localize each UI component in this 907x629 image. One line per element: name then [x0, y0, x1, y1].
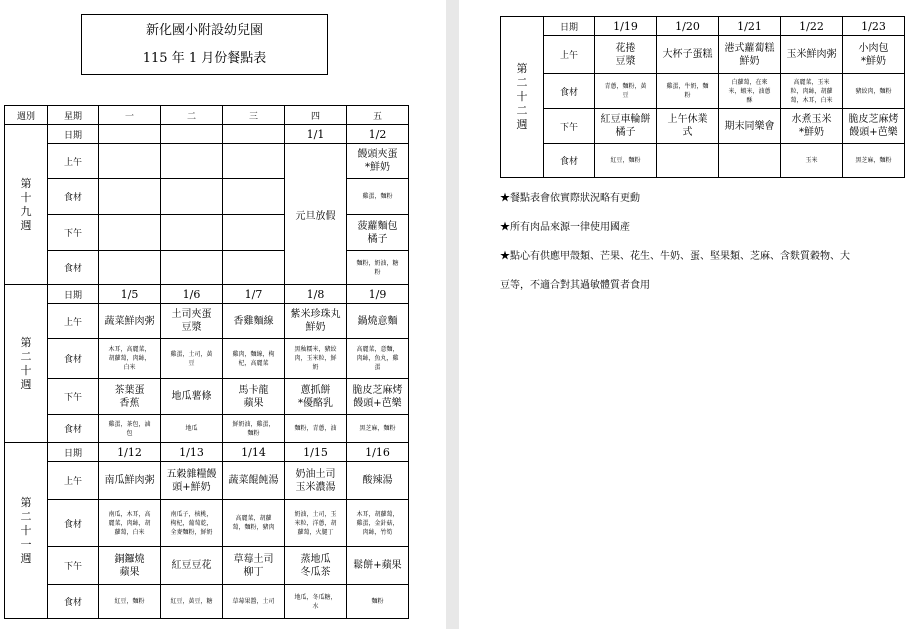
date-cell: 1/22 [781, 17, 843, 36]
morning-snack-cell-text: 大杯子蛋糕 [662, 49, 713, 60]
week-label-text: 第 二 十 一 週 [20, 495, 32, 565]
ingredients-cell-text: 木耳，胡蘿蔔， 雞蛋，金針菇， 肉絲，竹筍 [356, 510, 399, 536]
ingredients-cell [223, 585, 285, 619]
morning-snack-cell [595, 36, 657, 74]
afternoon-snack-cell-text: 蒸地瓜 冬瓜茶 [300, 553, 331, 578]
morning-snack-cell-text: 土司夾蛋 豆漿 [171, 309, 212, 333]
ingredients-cell [161, 585, 223, 619]
afternoon-snack-cell [161, 547, 223, 585]
row-label-date: 日期 [48, 285, 99, 304]
note-line: ★所有肉品來源一律使用國產 [500, 222, 630, 233]
morning-snack-cell [285, 304, 347, 339]
date-cell: 1/9 [347, 285, 409, 304]
row-label-date: 日期 [544, 17, 595, 36]
ingredients-cell [719, 74, 781, 109]
menu-table-left [4, 105, 409, 619]
ingredients-cell [161, 415, 223, 443]
week-label [5, 443, 48, 619]
morning-snack-cell [347, 144, 409, 179]
ingredients-cell-text: 雞肉，麵線，枸 杞，高麗菜 [232, 350, 275, 367]
table-row [5, 179, 409, 215]
table-row [5, 144, 409, 179]
table-row [5, 339, 409, 379]
row-label-morning: 上午 [48, 462, 99, 500]
ingredients-cell [781, 144, 843, 178]
afternoon-snack-cell-text: 脆皮芝麻烤 饅頭+芭樂 [352, 384, 403, 409]
date-cell [161, 125, 223, 144]
date-cell: 1/15 [285, 443, 347, 462]
morning-snack-cell-text: 花捲 豆漿 [615, 42, 636, 67]
row-label-afternoon: 下午 [48, 215, 99, 251]
ingredients-cell-text: 麵粉 [371, 598, 384, 605]
ingredients-cell [285, 585, 347, 619]
ingredients-cell [161, 179, 223, 215]
morning-snack-cell-text: 玉米鮮肉粥 [786, 49, 837, 60]
date-cell: 1/2 [347, 125, 409, 144]
date-cell [223, 125, 285, 144]
ingredients-cell [223, 500, 285, 547]
note-line: 豆等，不適合對其過敏體質者食用 [500, 280, 650, 291]
morning-snack-cell [223, 462, 285, 500]
ingredients-cell-text: 雞蛋，牛奶，麵 粉 [666, 83, 709, 99]
ingredients-cell-text: 雞蛋，土司，黃 豆 [170, 350, 213, 367]
afternoon-snack-cell [719, 109, 781, 144]
ingredients-cell [843, 144, 905, 178]
afternoon-snack-cell [285, 547, 347, 585]
table-row [5, 500, 409, 547]
table-header-row [5, 106, 409, 125]
header-weekday: 星期 [48, 106, 99, 125]
morning-snack-cell [347, 462, 409, 500]
afternoon-snack-cell [285, 379, 347, 415]
ingredients-cell [99, 179, 161, 215]
afternoon-snack-cell-text: 期末同樂會 [724, 120, 775, 132]
date-cell: 1/1 [285, 125, 347, 144]
date-cell: 1/14 [223, 443, 285, 462]
morning-snack-cell-text: 蔬菜餛飩湯 [228, 475, 279, 486]
afternoon-snack-cell-text: 鬆餅+蘋果 [353, 560, 402, 571]
ingredients-cell-text: 鮮奶油，雞蛋， 麵粉 [232, 420, 275, 437]
afternoon-snack-cell-text: 地瓜薯條 [171, 391, 212, 402]
morning-snack-cell-text: 南瓜鮮肉粥 [104, 475, 155, 486]
afternoon-snack-cell [99, 547, 161, 585]
morning-snack-cell-text: 五穀雜糧饅 頭+鮮奶 [166, 468, 217, 493]
ingredients-cell-text: 麵粉，青蔥，油 [294, 425, 337, 432]
school-name: 新化國小附設幼兒園 [145, 23, 263, 38]
week-label-text: 第 二 十 週 [20, 335, 32, 391]
morning-snack-cell [719, 36, 781, 74]
date-cell: 1/19 [595, 17, 657, 36]
afternoon-snack-cell-text: 蔥抓餅 *優酪乳 [298, 384, 333, 409]
ingredients-cell [223, 339, 285, 379]
afternoon-snack-cell-text: 上午休業 式 [667, 114, 708, 138]
afternoon-snack-cell [223, 547, 285, 585]
ingredients-cell-text: 木耳，高麗菜， 胡蘿蔔，肉絲， 白米 [108, 346, 151, 371]
date-cell: 1/23 [843, 17, 905, 36]
afternoon-snack-cell-text: 水煮玉米 *鮮奶 [791, 114, 832, 138]
week-label-text: 第 二 十 二 週 [516, 62, 528, 131]
row-label-afternoon: 下午 [48, 379, 99, 415]
morning-snack-cell [99, 304, 161, 339]
table-row [5, 125, 409, 144]
note-line: ★點心有供應甲殼類、芒果、花生、牛奶、蛋、堅果類、芝麻、含麩質穀物、大 [500, 251, 850, 262]
date-cell: 1/20 [657, 17, 719, 36]
week-label [5, 125, 48, 285]
afternoon-snack-cell [161, 215, 223, 251]
ingredients-cell [347, 251, 409, 285]
ingredients-cell-text: 紅豆，黃豆，糖 [170, 598, 213, 605]
row-label-ingredients: 食材 [544, 74, 595, 109]
ingredients-cell [99, 585, 161, 619]
holiday-cell: 元旦放假 [285, 144, 347, 285]
row-label-morning: 上午 [544, 36, 595, 74]
afternoon-snack-cell-text: 馬卡龍 蘋果 [238, 384, 269, 409]
ingredients-cell-text: 紅豆，麵粉 [114, 598, 145, 605]
afternoon-snack-cell-text: 銅鑼燒 蘋果 [114, 553, 145, 578]
afternoon-snack-cell-text: 紅豆車輪餅 橘子 [600, 114, 651, 138]
header-day: 二 [161, 106, 223, 125]
row-label-morning: 上午 [48, 304, 99, 339]
ingredients-cell [223, 415, 285, 443]
header-week: 週別 [5, 106, 48, 125]
ingredients-cell-text: 地瓜，冬瓜糖， 水 [294, 593, 337, 610]
ingredients-cell [161, 251, 223, 285]
morning-snack-cell-text: 香雞麵線 [233, 315, 274, 327]
table-row [5, 415, 409, 443]
morning-snack-cell [161, 144, 223, 179]
ingredients-cell-text: 高麗菜，胡蘿 蔔，麵粉，豬肉 [232, 515, 275, 531]
ingredients-cell-text: 奶油，土司，玉 米粒，洋蔥，胡 蘿蔔，火腿丁 [294, 510, 337, 536]
table-row [501, 36, 905, 74]
ingredients-cell-text: 紅豆，麵粉 [610, 157, 641, 164]
morning-snack-cell [781, 36, 843, 74]
row-label-afternoon: 下午 [48, 547, 99, 585]
ingredients-cell [347, 415, 409, 443]
table-row [5, 215, 409, 251]
date-cell: 1/12 [99, 443, 161, 462]
ingredients-cell [223, 179, 285, 215]
afternoon-snack-cell-text: 紅豆豆花 [171, 560, 212, 571]
table-row [5, 285, 409, 304]
table-row [501, 144, 905, 178]
ingredients-cell-text: 雞蛋，麵粉 [362, 193, 393, 200]
ingredients-cell [719, 144, 781, 178]
row-label-date: 日期 [48, 125, 99, 144]
date-cell [99, 125, 161, 144]
header-day: 五 [347, 106, 409, 125]
table-row [5, 251, 409, 285]
week-label [5, 285, 48, 443]
morning-snack-cell-text: 小肉包 *鮮奶 [858, 42, 889, 67]
ingredients-cell [347, 179, 409, 215]
ingredients-cell-text: 玉米 [805, 157, 818, 164]
ingredients-cell [347, 585, 409, 619]
ingredients-cell-text: 地瓜 [185, 425, 198, 432]
table-row [5, 443, 409, 462]
menu-title-box [81, 14, 328, 75]
ingredients-cell [161, 500, 223, 547]
header-day: 一 [99, 106, 161, 125]
morning-snack-cell-text: 蔬菜鮮肉粥 [104, 315, 155, 327]
table-row [501, 109, 905, 144]
ingredients-cell-text: 南瓜子，核桃， 枸杞，葡萄乾， 全麥麵粉，鮮奶 [170, 510, 213, 536]
ingredients-cell [285, 415, 347, 443]
ingredients-cell-text: 麵粉，奶油，糖 粉 [356, 259, 399, 276]
morning-snack-cell-text: 港式蘿蔔糕 鮮奶 [724, 42, 775, 67]
ingredients-cell [843, 74, 905, 109]
date-cell: 1/6 [161, 285, 223, 304]
table-row [501, 74, 905, 109]
ingredients-cell-text: 青蔥，麵粉，黃 豆 [604, 83, 647, 99]
menu-table-right [500, 16, 905, 178]
morning-snack-cell [161, 304, 223, 339]
afternoon-snack-cell-text: 脆皮芝麻烤 饅頭+芭樂 [848, 114, 899, 138]
ingredients-cell [657, 144, 719, 178]
morning-snack-cell-text: 酸辣湯 [362, 475, 393, 486]
afternoon-snack-cell [99, 379, 161, 415]
ingredients-cell [657, 74, 719, 109]
table-row [5, 547, 409, 585]
morning-snack-cell [657, 36, 719, 74]
ingredients-cell-text: 草莓果醬，土司 [232, 598, 275, 605]
date-cell: 1/21 [719, 17, 781, 36]
ingredients-cell-text: 雞蛋，茶包，滷 包 [108, 420, 151, 437]
menu-month-title: 115 年 1 月份餐點表 [142, 51, 267, 66]
table-row [501, 17, 905, 36]
afternoon-snack-cell [657, 109, 719, 144]
morning-snack-cell [347, 304, 409, 339]
morning-snack-cell [223, 304, 285, 339]
ingredients-cell-text: 黑芝麻，麵粉 [855, 157, 892, 164]
afternoon-snack-cell [347, 215, 409, 251]
afternoon-snack-cell [595, 109, 657, 144]
row-label-ingredients: 食材 [48, 415, 99, 443]
afternoon-snack-cell [781, 109, 843, 144]
week-label-text: 第 十 九 週 [20, 176, 32, 232]
morning-snack-cell [99, 144, 161, 179]
ingredients-cell [781, 74, 843, 109]
afternoon-snack-cell [161, 379, 223, 415]
ingredients-cell [223, 251, 285, 285]
morning-snack-cell-text: 饅頭夾蛋 *鮮奶 [357, 149, 398, 173]
afternoon-snack-cell [347, 379, 409, 415]
row-label-ingredients: 食材 [48, 251, 99, 285]
table-row [5, 304, 409, 339]
afternoon-snack-cell-text: 菠蘿麵包 橘子 [357, 220, 398, 245]
ingredients-cell [99, 500, 161, 547]
ingredients-cell-text: 黑芝麻，麵粉 [359, 425, 396, 432]
ingredients-cell-text: 高麗菜，玉米 粒，肉絲，胡蘿 蔔，木耳，白米 [790, 78, 833, 104]
row-label-date: 日期 [48, 443, 99, 462]
row-label-ingredients: 食材 [48, 500, 99, 547]
ingredients-cell [347, 500, 409, 547]
morning-snack-cell-text: 奶油土司 玉米濃湯 [295, 468, 336, 493]
left-page [0, 0, 446, 629]
afternoon-snack-cell [223, 215, 285, 251]
afternoon-snack-cell [223, 379, 285, 415]
row-label-ingredients: 食材 [544, 144, 595, 178]
morning-snack-cell [223, 144, 285, 179]
ingredients-cell-text: 豬絞肉，麵粉 [855, 87, 892, 95]
note-line: ★餐點表會依實際狀況略有更動 [500, 193, 640, 204]
ingredients-cell [99, 339, 161, 379]
row-label-ingredients: 食材 [48, 339, 99, 379]
morning-snack-cell [285, 462, 347, 500]
ingredients-cell [595, 144, 657, 178]
ingredients-cell [347, 339, 409, 379]
morning-snack-cell-text: 鍋燒意麵 [357, 315, 398, 327]
ingredients-cell [285, 500, 347, 547]
ingredients-cell-text: 白蘿蔔，在來 米，蝦米，油蔥 酥 [728, 78, 771, 104]
morning-snack-cell [99, 462, 161, 500]
afternoon-snack-cell [99, 215, 161, 251]
morning-snack-cell-text: 紫米珍珠丸 鮮奶 [290, 309, 341, 333]
row-label-morning: 上午 [48, 144, 99, 179]
afternoon-snack-cell [843, 109, 905, 144]
morning-snack-cell [161, 462, 223, 500]
date-cell: 1/5 [99, 285, 161, 304]
morning-snack-cell [843, 36, 905, 74]
row-label-ingredients: 食材 [48, 179, 99, 215]
date-cell: 1/8 [285, 285, 347, 304]
ingredients-cell [285, 339, 347, 379]
afternoon-snack-cell [347, 547, 409, 585]
header-day: 四 [285, 106, 347, 125]
table-row [5, 379, 409, 415]
notes [500, 184, 902, 300]
right-page [459, 0, 907, 629]
date-cell: 1/7 [223, 285, 285, 304]
ingredients-cell-text: 南瓜，木耳，高 麗菜，肉絲，胡 蘿蔔，白米 [108, 510, 151, 536]
week-label [501, 17, 544, 178]
afternoon-snack-cell-text: 草莓土司 柳丁 [233, 553, 274, 578]
afternoon-snack-cell-text: 茶葉蛋 香蕉 [114, 384, 145, 409]
header-day: 三 [223, 106, 285, 125]
ingredients-cell [99, 251, 161, 285]
row-label-afternoon: 下午 [544, 109, 595, 144]
ingredients-cell [99, 415, 161, 443]
ingredients-cell-text: 高麗菜，意麵， 肉絲，魚丸，雞 蛋 [356, 346, 399, 371]
ingredients-cell [595, 74, 657, 109]
ingredients-cell-text: 黑秈糯米，豬絞 肉，玉米粒，鮮 奶 [294, 346, 337, 371]
ingredients-cell [161, 339, 223, 379]
table-row [5, 585, 409, 619]
date-cell: 1/13 [161, 443, 223, 462]
table-row [5, 462, 409, 500]
row-label-ingredients: 食材 [48, 585, 99, 619]
date-cell: 1/16 [347, 443, 409, 462]
